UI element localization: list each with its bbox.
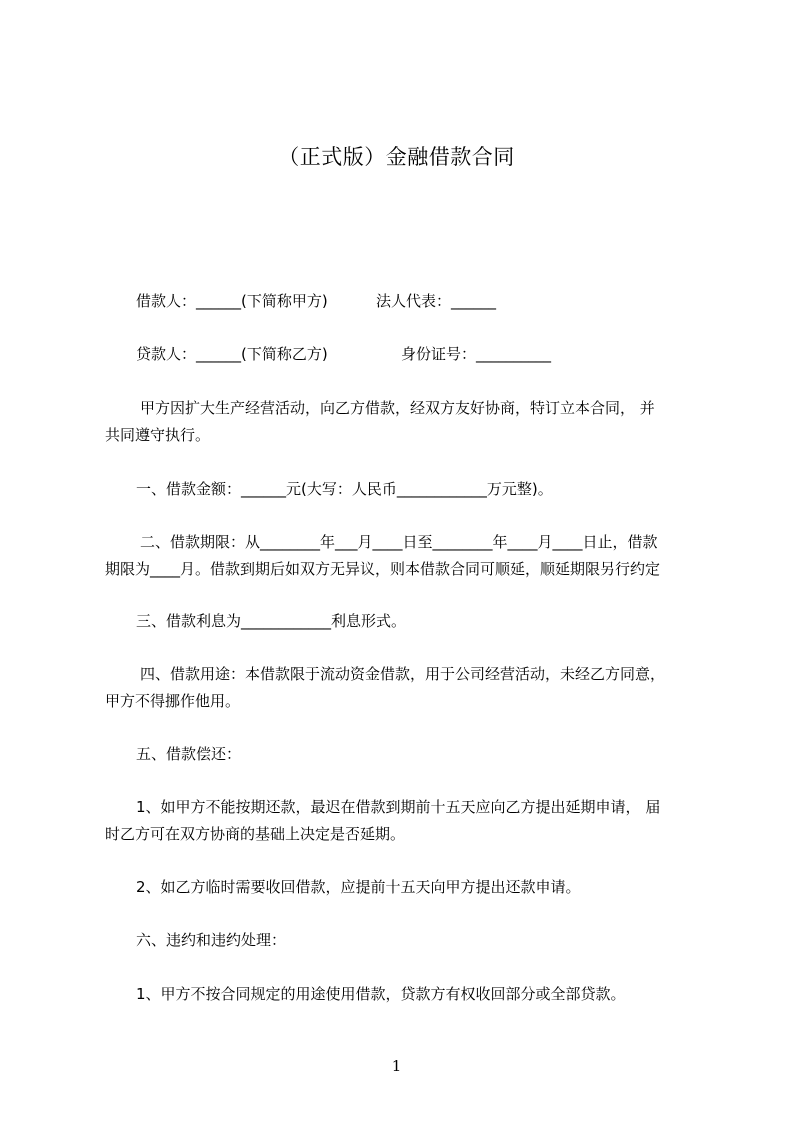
clause-repayment-item-1-line-2: 时乙方可在双方协商的基础上决定是否延期。 (105, 825, 406, 843)
clause-purpose-line-2: 甲方不得挪作他用。 (105, 692, 241, 710)
clause-repayment-item-2: 2、如乙方临时需要收回借款，应提前十五天向甲方提出还款申请。 (136, 878, 581, 896)
clause-loan-term-line-1: 二、借款期限：从________年___月____日至________年____月____日止，借款 (140, 533, 658, 551)
clause-interest: 三、借款利息为____________利息形式。 (136, 612, 407, 630)
clause-breach-heading: 六、违约和违约处理： (136, 931, 287, 949)
legal-representative-field: 法人代表：______ (376, 292, 497, 310)
borrower-field: 借款人：______(下简称甲方) (136, 292, 328, 310)
preamble-line-2: 共同遵守执行。 (105, 426, 211, 444)
lender-field: 贷款人：______(下简称乙方) (136, 345, 328, 363)
clause-loan-term-line-2: 期限为____月。借款到期后如双方无异议，则本借款合同可顺延，顺延期限另行约定 (105, 560, 661, 578)
clause-breach-item-1: 1、甲方不按合同规定的用途使用借款，贷款方有权收回部分或全部贷款。 (136, 985, 626, 1003)
clause-repayment-item-1-line-1: 1、如甲方不能按期还款，最迟在借款到期前十五天应向乙方提出延期申请， 届 (136, 798, 661, 816)
clause-loan-amount: 一、借款金额：______元(大写：人民币____________万元整)。 (136, 480, 553, 498)
preamble-line-1: 甲方因扩大生产经营活动，向乙方借款，经双方友好协商，特订立本合同， 并 (140, 399, 655, 417)
page-title: （正式版）金融借款合同 (278, 145, 515, 169)
page-number: 1 (391, 1057, 402, 1075)
id-number-field: 身份证号：__________ (401, 345, 552, 363)
clause-repayment-heading: 五、借款偿还： (136, 745, 242, 763)
clause-purpose-line-1: 四、借款用途：本借款限于流动资金借款，用于公司经营活动，未经乙方同意， (140, 665, 666, 683)
